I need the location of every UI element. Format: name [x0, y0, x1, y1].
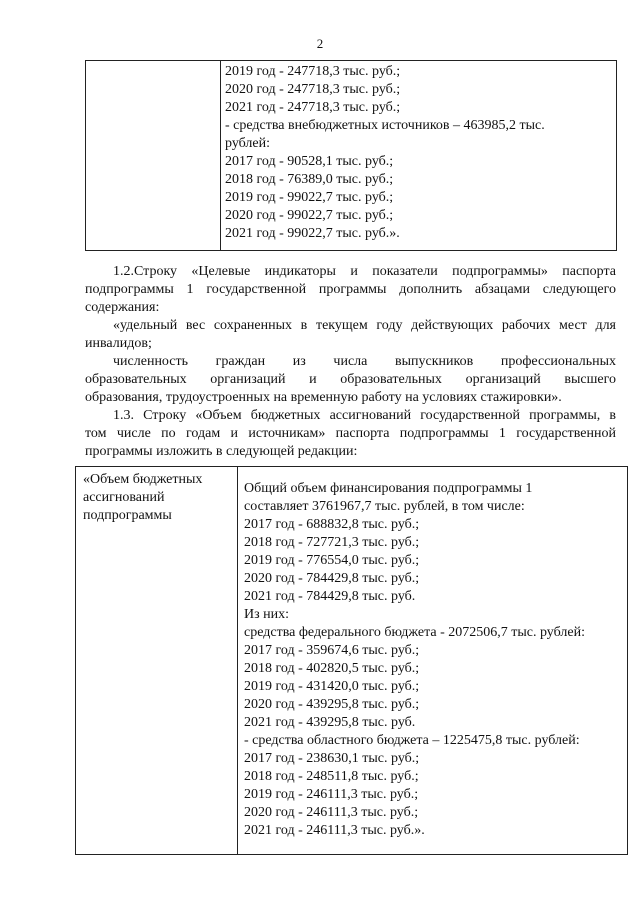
paragraph-1-2 — [85, 263, 616, 317]
table-line: 2019 год - 99022,7 тыс. руб.; — [225, 190, 394, 205]
table-value-cell — [221, 61, 617, 251]
table-line: 2020 год - 99022,7 тыс. руб.; — [225, 208, 394, 223]
table-line: - средства внебюджетных источников – 463985,2 тыс. — [225, 118, 545, 133]
table-line: средства федерального бюджета - 2072506,7 тыс. рублей: — [244, 625, 585, 640]
table-line: составляет 3761967,7 тыс. рублей, в том числе: — [244, 499, 525, 514]
table-line: 2021 год - 784429,8 тыс. руб. — [244, 589, 416, 604]
table-line: 2019 год - 776554,0 тыс. руб.; — [244, 553, 420, 568]
paragraph-line: «удельный вес сохраненных в текущем году действующих рабочих мест для — [113, 318, 616, 333]
paragraph-line: программы изложить в следующей редакции: — [85, 444, 358, 459]
table-line: 2020 год - 784429,8 тыс. руб.; — [244, 571, 420, 586]
label-line: подпрограммы — [83, 508, 172, 523]
table-line: 2017 год - 359674,6 тыс. руб.; — [244, 643, 420, 658]
table-line: 2017 год - 90528,1 тыс. руб.; — [225, 154, 394, 169]
paragraph-line: подпрограммы 1 государственной программы дополнить абзацами следующего — [85, 282, 616, 297]
table-line: Из них: — [244, 607, 290, 622]
table-line: 2018 год - 248511,8 тыс. руб.; — [244, 769, 419, 784]
budget-allocation-table — [75, 466, 628, 855]
label-line: «Объем бюджетных — [83, 472, 203, 487]
table-line: 2018 год - 402820,5 тыс. руб.; — [244, 661, 420, 676]
paragraph-indicator-2 — [85, 353, 616, 407]
paragraph-1-3 — [85, 407, 616, 461]
paragraph-line: образовательных организаций и образовательных организаций высшего — [85, 372, 616, 387]
table-line: 2018 год - 76389,0 тыс. руб.; — [225, 172, 394, 187]
table-line: 2021 год - 99022,7 тыс. руб.». — [225, 226, 400, 241]
table-line: 2019 год - 246111,3 тыс. руб.; — [244, 787, 419, 802]
table-line: 2020 год - 439295,8 тыс. руб.; — [244, 697, 420, 712]
page-number: 2 — [316, 36, 324, 51]
table-line: 2020 год - 247718,3 тыс. руб.; — [225, 82, 401, 97]
table-line: 2017 год - 688832,8 тыс. руб.; — [244, 517, 420, 532]
table-value-cell — [238, 467, 628, 855]
table-line: 2017 год - 238630,1 тыс. руб.; — [244, 751, 420, 766]
table-line: 2019 год - 247718,3 тыс. руб.; — [225, 64, 401, 79]
paragraph-line: 1.2.Строку «Целевые индикаторы и показатели подпрограммы» паспорта — [113, 264, 616, 279]
paragraph-line: том числе по годам и источникам» паспорта подпрограммы 1 государственной — [85, 426, 616, 441]
table-line: Общий объем финансирования подпрограммы 1 — [244, 481, 533, 496]
table-line: 2018 год - 727721,3 тыс. руб.; — [244, 535, 420, 550]
paragraph-line: содержания: — [85, 300, 160, 315]
table-line: 2019 год - 431420,0 тыс. руб.; — [244, 679, 420, 694]
table-line: 2021 год - 247718,3 тыс. руб.; — [225, 100, 401, 115]
table-line: 2020 год - 246111,3 тыс. руб.; — [244, 805, 419, 820]
paragraph-line: инвалидов; — [85, 336, 152, 351]
table-line: 2021 год - 439295,8 тыс. руб. — [244, 715, 416, 730]
paragraph-line: 1.3. Строку «Объем бюджетных ассигнований государственной программы, в — [113, 408, 616, 423]
paragraph-indicator-1 — [85, 317, 616, 353]
table-line: - средства областного бюджета – 1225475,8 тыс. рублей: — [244, 733, 580, 748]
label-line: ассигнований — [83, 490, 165, 505]
table-label-cell — [76, 467, 238, 855]
funding-table-continuation — [85, 60, 617, 251]
paragraph-line: численность граждан из числа выпускников профессиональных — [113, 354, 616, 369]
table-label-cell — [86, 61, 221, 251]
table-line: рублей: — [225, 136, 270, 151]
table-line: 2021 год - 246111,3 тыс. руб.». — [244, 823, 425, 838]
paragraph-line: образования, трудоустроенных на временную работу на условиях стажировки». — [85, 390, 562, 405]
